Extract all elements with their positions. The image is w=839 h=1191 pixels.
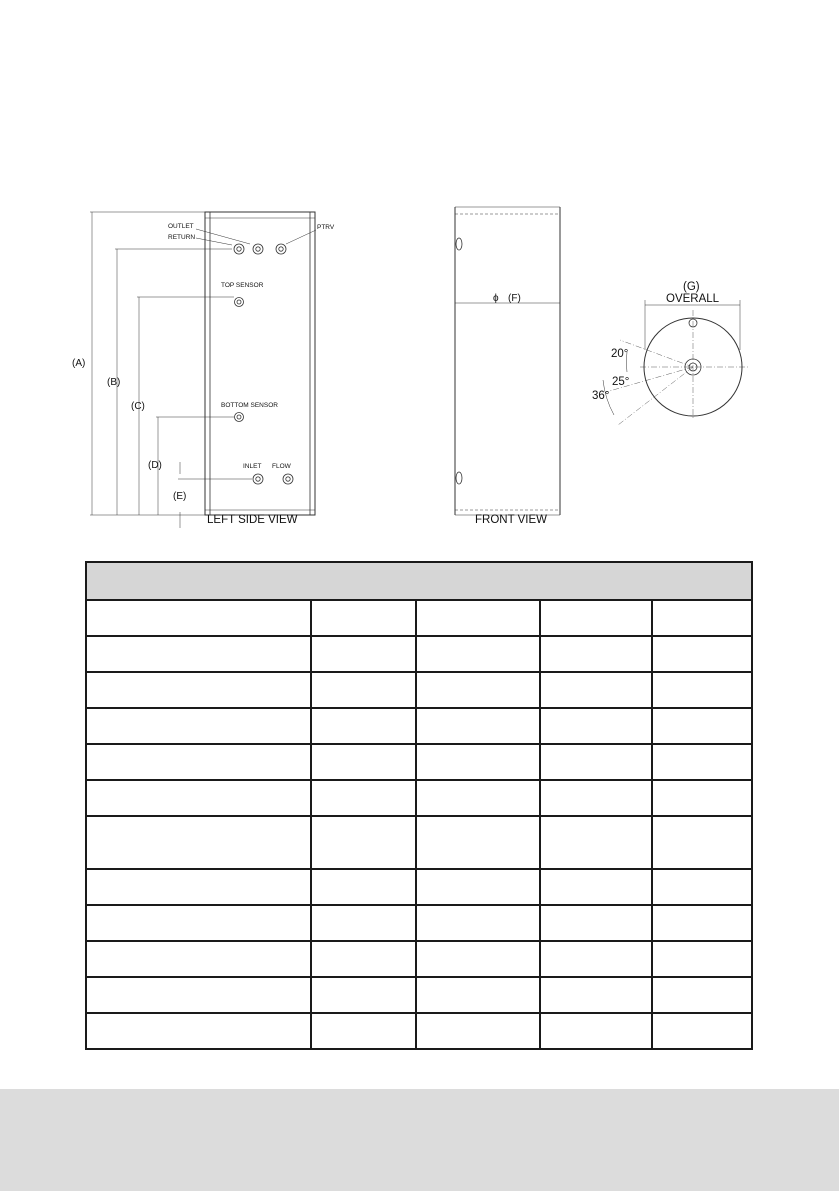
table-cell bbox=[652, 600, 752, 636]
table-cell bbox=[652, 708, 752, 744]
table-cell bbox=[540, 780, 652, 816]
table-cell bbox=[652, 905, 752, 941]
table-cell bbox=[86, 708, 311, 744]
table-cell bbox=[86, 744, 311, 780]
table-cell bbox=[652, 1013, 752, 1049]
table-cell bbox=[86, 905, 311, 941]
table-cell bbox=[540, 1013, 652, 1049]
left-side-view-caption: LEFT SIDE VIEW bbox=[207, 514, 298, 526]
table-row bbox=[86, 869, 752, 905]
footer-band bbox=[0, 1089, 839, 1191]
table-cell bbox=[652, 977, 752, 1013]
flow-label: FLOW bbox=[272, 463, 291, 470]
cylinder-dimension-diagram bbox=[0, 0, 839, 540]
left-side-view-drawing bbox=[90, 212, 316, 528]
dimension-a-label: (A) bbox=[72, 358, 86, 369]
table-cell bbox=[416, 780, 540, 816]
table-cell bbox=[311, 600, 416, 636]
dimension-c-label: (C) bbox=[131, 401, 145, 412]
dimension-f-label: (F) bbox=[508, 293, 521, 304]
table-cell bbox=[311, 941, 416, 977]
overall-label: OVERALL bbox=[666, 293, 720, 305]
table-cell bbox=[311, 672, 416, 708]
angle-25-label: 25° bbox=[612, 376, 630, 388]
table-cell bbox=[416, 977, 540, 1013]
table-cell bbox=[311, 977, 416, 1013]
table-cell bbox=[311, 708, 416, 744]
table-cell bbox=[416, 1013, 540, 1049]
table-row bbox=[86, 941, 752, 977]
table-cell bbox=[540, 941, 652, 977]
ptrv-label: PTRV bbox=[317, 224, 335, 231]
table-cell bbox=[540, 636, 652, 672]
table-body bbox=[86, 600, 752, 1049]
table-cell bbox=[540, 816, 652, 869]
table-cell bbox=[416, 708, 540, 744]
table-row bbox=[86, 780, 752, 816]
front-view-drawing bbox=[455, 207, 560, 515]
table-row bbox=[86, 816, 752, 869]
table-cell bbox=[416, 905, 540, 941]
table-cell bbox=[652, 636, 752, 672]
table-cell bbox=[311, 744, 416, 780]
table-row bbox=[86, 1013, 752, 1049]
table-cell bbox=[652, 780, 752, 816]
table-row bbox=[86, 905, 752, 941]
table-cell bbox=[86, 977, 311, 1013]
table-cell bbox=[540, 708, 652, 744]
top-sensor-label: TOP SENSOR bbox=[221, 282, 264, 289]
table-row bbox=[86, 600, 752, 636]
table-cell bbox=[311, 636, 416, 672]
table-cell bbox=[416, 869, 540, 905]
top-view-drawing bbox=[603, 300, 750, 425]
specification-table bbox=[85, 561, 753, 1050]
dimension-b-label: (B) bbox=[107, 377, 121, 388]
table-cell bbox=[540, 977, 652, 1013]
table-cell bbox=[416, 600, 540, 636]
bottom-sensor-label: BOTTOM SENSOR bbox=[221, 402, 278, 409]
table-cell bbox=[540, 869, 652, 905]
dimension-e-label: (E) bbox=[173, 491, 187, 502]
dimension-g-label: (G) bbox=[683, 281, 700, 293]
inlet-label: INLET bbox=[243, 463, 262, 470]
table-cell bbox=[86, 1013, 311, 1049]
table-cell bbox=[652, 869, 752, 905]
table-cell bbox=[86, 816, 311, 869]
table-cell bbox=[311, 816, 416, 869]
table-cell bbox=[652, 672, 752, 708]
table-cell bbox=[540, 672, 652, 708]
table-row bbox=[86, 636, 752, 672]
table-cell bbox=[311, 780, 416, 816]
table-cell bbox=[86, 941, 311, 977]
return-label: RETURN bbox=[168, 234, 196, 241]
table-cell bbox=[652, 744, 752, 780]
table-cell bbox=[540, 744, 652, 780]
table-cell bbox=[652, 941, 752, 977]
table-cell bbox=[86, 780, 311, 816]
dimension-d-label: (D) bbox=[148, 460, 162, 471]
table-cell bbox=[86, 869, 311, 905]
table-cell bbox=[86, 672, 311, 708]
table-cell bbox=[416, 941, 540, 977]
table-header bbox=[86, 562, 752, 600]
table-cell bbox=[540, 905, 652, 941]
table-cell bbox=[311, 905, 416, 941]
table-cell bbox=[540, 600, 652, 636]
table-row bbox=[86, 744, 752, 780]
table-cell bbox=[416, 636, 540, 672]
front-view-caption: FRONT VIEW bbox=[475, 514, 547, 526]
outlet-label: OUTLET bbox=[168, 223, 194, 230]
angle-36-label: 36° bbox=[592, 390, 610, 402]
table-cell bbox=[311, 1013, 416, 1049]
table-row bbox=[86, 672, 752, 708]
diameter-symbol: ϕ bbox=[493, 293, 499, 304]
table-row bbox=[86, 977, 752, 1013]
table-cell bbox=[416, 816, 540, 869]
table-cell bbox=[416, 672, 540, 708]
table-cell bbox=[416, 744, 540, 780]
table-cell bbox=[652, 816, 752, 869]
table-cell bbox=[311, 869, 416, 905]
table-cell bbox=[86, 636, 311, 672]
table-row bbox=[86, 708, 752, 744]
table-cell bbox=[86, 600, 311, 636]
angle-20-label: 20° bbox=[611, 348, 629, 360]
